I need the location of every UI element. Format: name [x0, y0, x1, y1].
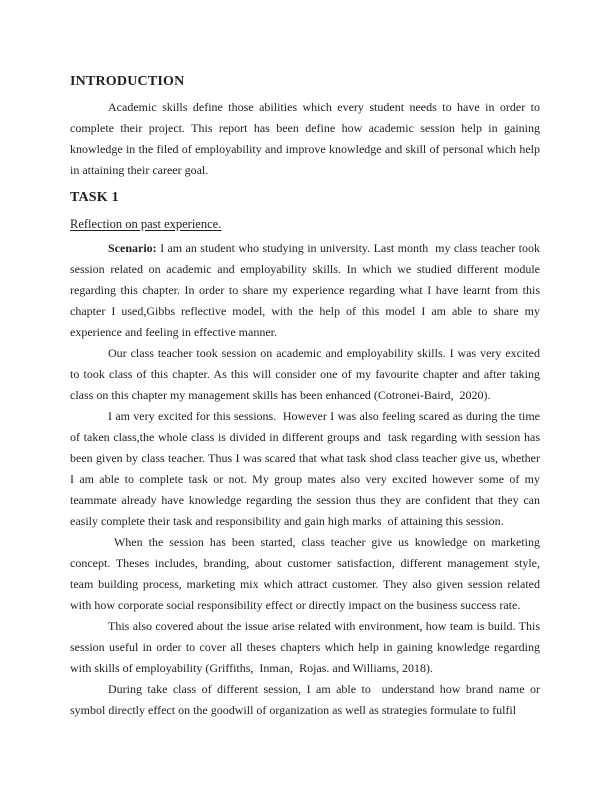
paragraph-excited-scared: I am very excited for this sessions. However I was also feeling scared as during the time of taken class,the whole class is divided in different groups and task regarding with session has been given by class teacher. Thus I was scared that what task shod class teacher give us, whether I am able to complete task or not. My group mates also very excited however some of my teammate already have knowledge regarding the session thus they are confident that they can easily complete their task and responsibility and gain high marks of attaining this session.: [70, 409, 543, 528]
heading-introduction: INTRODUCTION: [70, 74, 185, 89]
paragraph-brand-name: During take class of different session, I am able to understand how brand name or symbol directly effect on the goodwill of organization as well as strategies formulate to fulfil: [70, 682, 543, 717]
document-content: [70, 71, 543, 721]
paragraph-teacher-session: Our class teacher took session on academic and employability skills. I was very excited to took class of this chapter. As this will consider one of my favourite chapter and after taking class on this chapter my management skills has been enhanced (Cotronei-Baird, 2020).: [70, 346, 543, 402]
paragraph-marketing-concept: When the session has been started, class teacher give us knowledge on marketing concept. Theses includes, branding, about customer satisfaction, different management style, team building process, marketing mix which attract customer. They also given session related with how corporate social responsibility effect or directly impact on the business success rate.: [70, 535, 543, 612]
scenario-text: I am an student who studying in university. Last month my class teacher took session related on academic and employability skills. In which we studied different module regarding this chapter. In order to share my experience regarding what I have learnt from this chapter I used,Gibbs reflective model, with the help of this model I am able to share my experience and feeling in effective manner.: [70, 241, 543, 339]
scenario-label: Scenario:: [108, 241, 157, 255]
paragraph-environment-issue: This also covered about the issue arise related with environment, how team is build. This session useful in order to cover all theses chapters which help in gaining knowledge regarding with skills of employability (Griffiths, Inman, Rojas. and Williams, 2018).: [70, 619, 543, 675]
paragraph-introduction: Academic skills define those abilities which every student needs to have in order to complete their project. This report has been define how academic session help in gaining knowledge in the filed of employability and improve knowledge and skill of personal which help in attaining their career goal.: [70, 100, 543, 177]
heading-task-1: TASK 1: [70, 190, 119, 205]
paragraph-scenario: [70, 238, 543, 343]
subheading-reflection: Reflection on past experience.: [70, 217, 222, 231]
